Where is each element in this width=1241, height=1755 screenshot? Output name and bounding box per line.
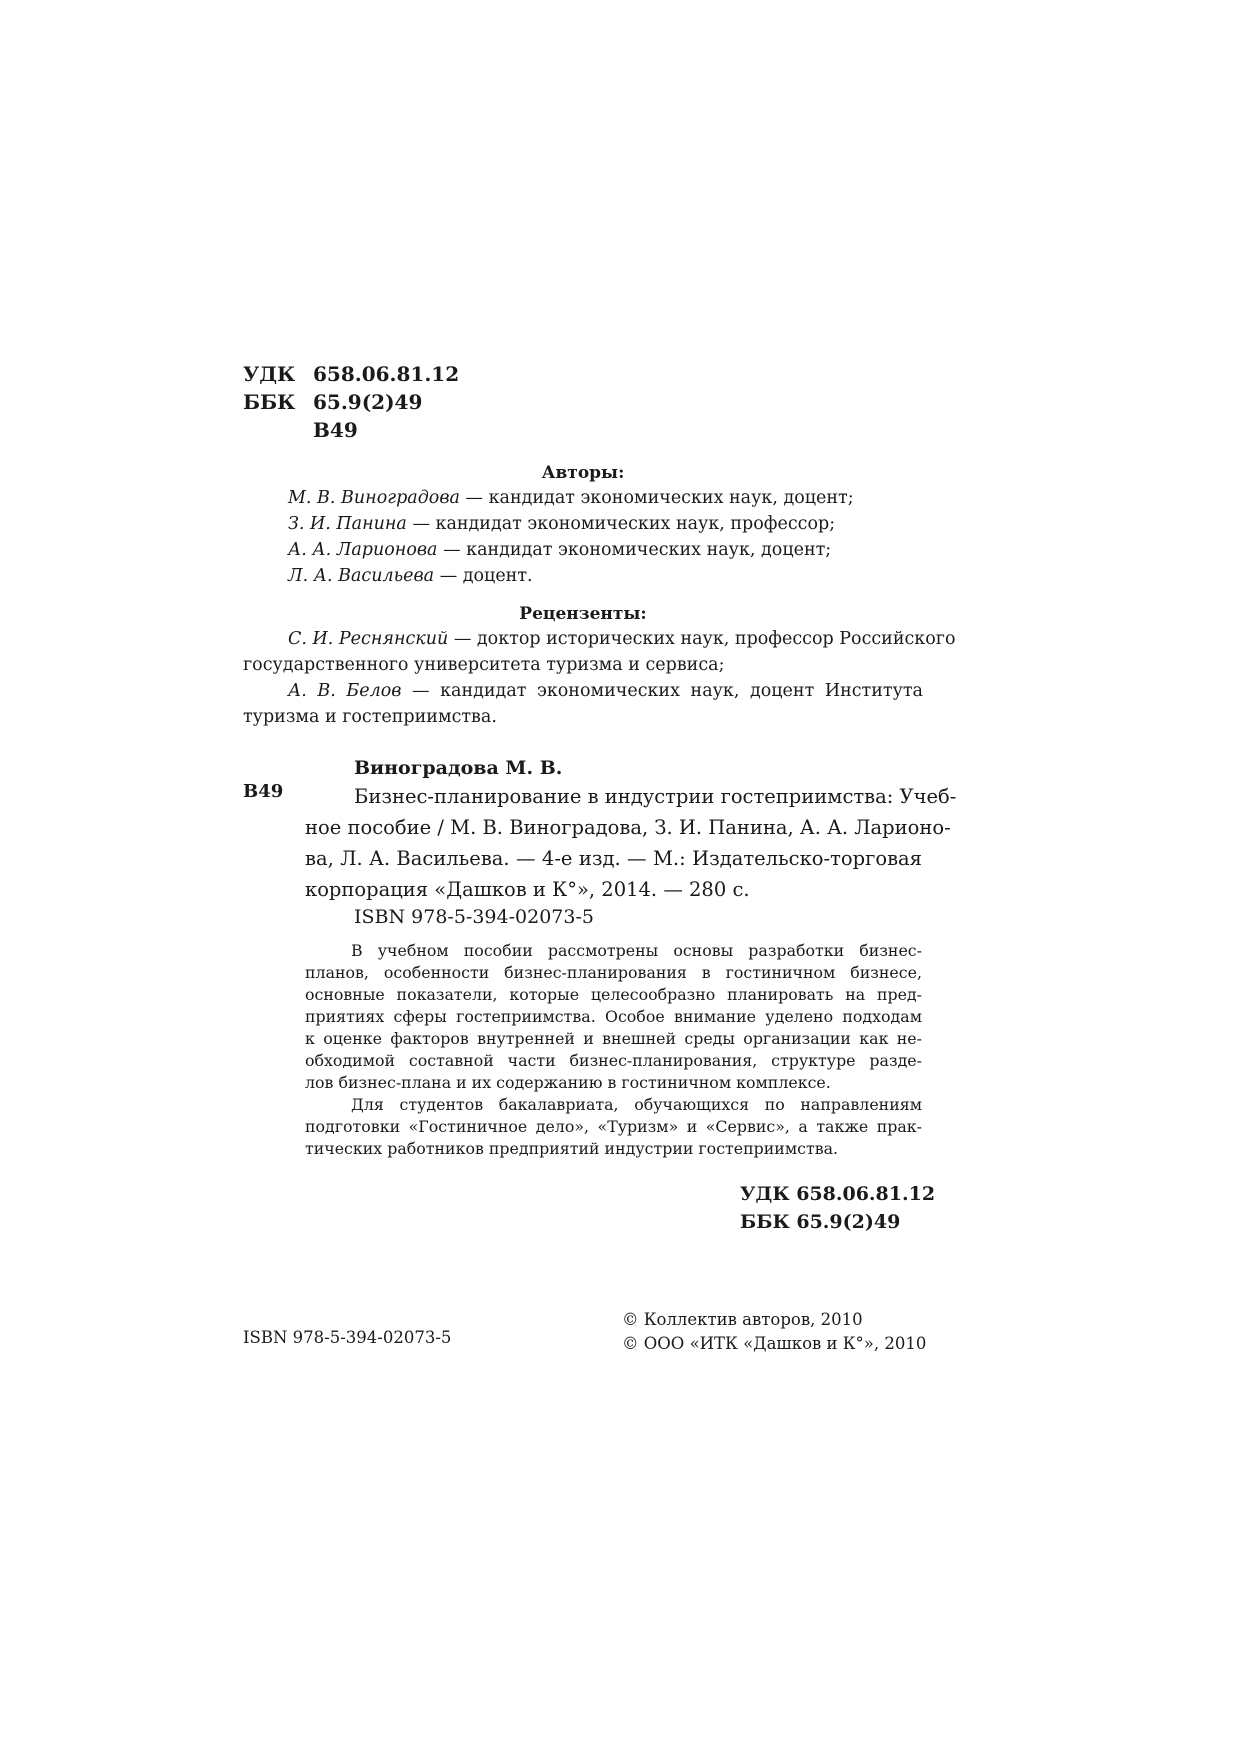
author-item: З. И. Панина — кандидат экономических наук, профессор; xyxy=(288,514,836,534)
author-item: М. В. Виноградова — кандидат экономических наук, доцент; xyxy=(288,488,854,508)
bibliography-line: корпорация «Дашков и К°», 2014. — 280 с. xyxy=(305,878,750,901)
reviewer-item: С. И. Реснянский — доктор исторических наук, профессор Российского xyxy=(288,629,956,649)
reviewer-item-cont: туризма и гостеприимства. xyxy=(243,707,497,727)
authors-title: Авторы: xyxy=(541,463,625,483)
bibliography-code: В49 xyxy=(243,781,284,802)
annotation-line: В учебном пособии рассмотрены основы разработки бизнес- xyxy=(351,941,922,960)
bbk-label: ББК xyxy=(243,390,296,414)
annotation-line: подготовки «Гостиничное дело», «Туризм» и «Сервис», а также прак- xyxy=(305,1117,922,1136)
reviewer-item: А. В. Белов — кандидат экономических наук, доцент Института xyxy=(288,681,923,701)
bbk-value: 65.9(2)49 xyxy=(313,390,423,414)
author-item: Л. А. Васильева — доцент. xyxy=(288,566,533,586)
classification-block xyxy=(243,360,459,444)
annotation-line: тических работников предприятий индустрии гостеприимства. xyxy=(305,1139,839,1158)
bottom-bbk: ББК 65.9(2)49 xyxy=(740,1211,901,1233)
author-mark: В49 xyxy=(313,418,358,442)
isbn-footer: ISBN 978-5-394-02073-5 xyxy=(243,1328,452,1347)
copyright-authors: © Коллектив авторов, 2010 xyxy=(622,1310,863,1329)
copyright-block xyxy=(622,1308,926,1356)
bottom-udk: УДК 658.06.81.12 xyxy=(740,1183,936,1205)
annotation-line: основные показатели, которые целесообразно планировать на пред- xyxy=(305,985,922,1004)
udk-value: 658.06.81.12 xyxy=(313,362,460,386)
bibliography-text xyxy=(305,781,957,905)
bottom-classification xyxy=(740,1180,935,1236)
bibliography-line: Бизнес-планирование в индустрии гостеприимства: Учеб- xyxy=(354,785,957,808)
annotation-line: приятиях сферы гостеприимства. Особое внимание уделено подходам xyxy=(305,1007,922,1026)
reviewers-list xyxy=(243,626,956,730)
copyright-publisher: © ООО «ИТК «Дашков и К°», 2010 xyxy=(622,1334,927,1353)
annotation-line: планов, особенности бизнес-планирования в гостиничном бизнесе, xyxy=(305,963,922,982)
bibliography-author: Виноградова М. В. xyxy=(354,757,563,779)
reviewer-item-cont: государственного университета туризма и сервиса; xyxy=(243,655,725,675)
udk-label: УДК xyxy=(243,362,296,386)
annotation-line: лов бизнес-плана и их содержанию в гостиничном комплексе. xyxy=(305,1073,831,1092)
bibliography-line: ное пособие / М. В. Виноградова, З. И. Панина, А. А. Ларионо- xyxy=(305,816,951,839)
annotation-line: обходимой составной части бизнес-планирования, структуре разде- xyxy=(305,1051,922,1070)
annotation xyxy=(305,940,922,1160)
annotation-line: к оценке факторов внутренней и внешней среды организации как не- xyxy=(305,1029,922,1048)
reviewers-title: Рецензенты: xyxy=(519,604,647,624)
authors-list xyxy=(288,485,854,589)
isbn-main: ISBN 978-5-394-02073-5 xyxy=(354,906,594,928)
annotation-line: Для студентов бакалавриата, обучающихся по направлениям xyxy=(351,1095,922,1114)
author-item: А. А. Ларионова — кандидат экономических наук, доцент; xyxy=(288,540,832,560)
bibliography-line: ва, Л. А. Васильева. — 4-е изд. — М.: Издательско-торговая xyxy=(305,847,922,870)
